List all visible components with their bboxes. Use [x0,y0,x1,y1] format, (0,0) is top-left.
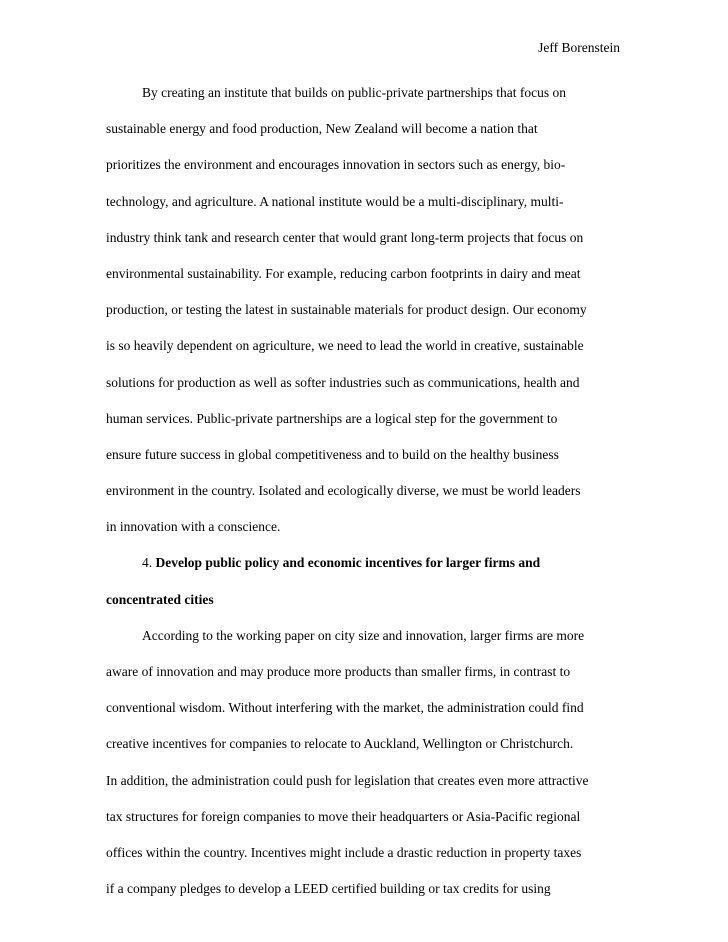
paragraph-line: environmental sustainability. For example, reducing carbon footprints in dairy and meat [106,265,581,281]
paragraph-line: industry think tank and research center that would grant long-term projects that focus on [106,229,584,245]
paragraph-line: creative incentives for companies to relocate to Auckland, Wellington or Christchurch. [106,736,574,752]
paragraph-1 [106,84,626,554]
page-header-author: Jeff Borenstein [538,40,620,55]
paragraph-line: prioritizes the environment and encourages innovation in sectors such as energy, bio- [106,157,566,173]
section-heading-line-2: concentrated cities [106,591,214,607]
paragraph-line: solutions for production as well as softer industries such as communications, health and [106,374,580,390]
paragraph-line: environment in the country. Isolated and ecologically diverse, we must be world leaders [106,483,581,499]
paragraph-line: if a company pledges to develop a LEED certified building or tax credits for using [106,881,551,897]
paragraph-line: tax structures for foreign companies to move their headquarters or Asia-Pacific regional [106,808,581,824]
section-heading [106,554,626,626]
document-body [106,84,626,916]
paragraph-line: production, or testing the latest in sustainable materials for product design. Our economy [106,302,587,318]
section-number: 4. [142,555,156,571]
paragraph-line: ensure future success in global competitiveness and to build on the healthy business [106,446,559,462]
paragraph-line: offices within the country. Incentives might include a drastic reduction in property taxes [106,844,582,860]
section-title: Develop public policy and economic incentives for larger firms and [155,555,541,571]
paragraph-line: conventional wisdom. Without interfering with the market, the administration could find [106,700,584,716]
paragraph-2 [106,627,626,917]
section-heading-line-1 [106,554,626,590]
paragraph-line: sustainable energy and food production, New Zealand will become a nation that [106,121,538,137]
paragraph-line: technology, and agriculture. A national institute would be a multi-disciplinary, multi- [106,193,564,209]
paragraph-line: In addition, the administration could push for legislation that creates even more attractive [106,772,589,788]
paragraph-line: in innovation with a conscience. [106,519,281,535]
paragraph-line: human services. Public-private partnerships are a logical step for the government to [106,410,558,426]
paragraph-line: By creating an institute that builds on public-private partnerships that focus on [142,85,567,100]
paragraph-line: According to the working paper on city size and innovation, larger firms are more [142,627,585,643]
paragraph-line: is so heavily dependent on agriculture, we need to lead the world in creative, sustainable [106,338,584,354]
paragraph-line: aware of innovation and may produce more products than smaller firms, in contrast to [106,664,571,679]
